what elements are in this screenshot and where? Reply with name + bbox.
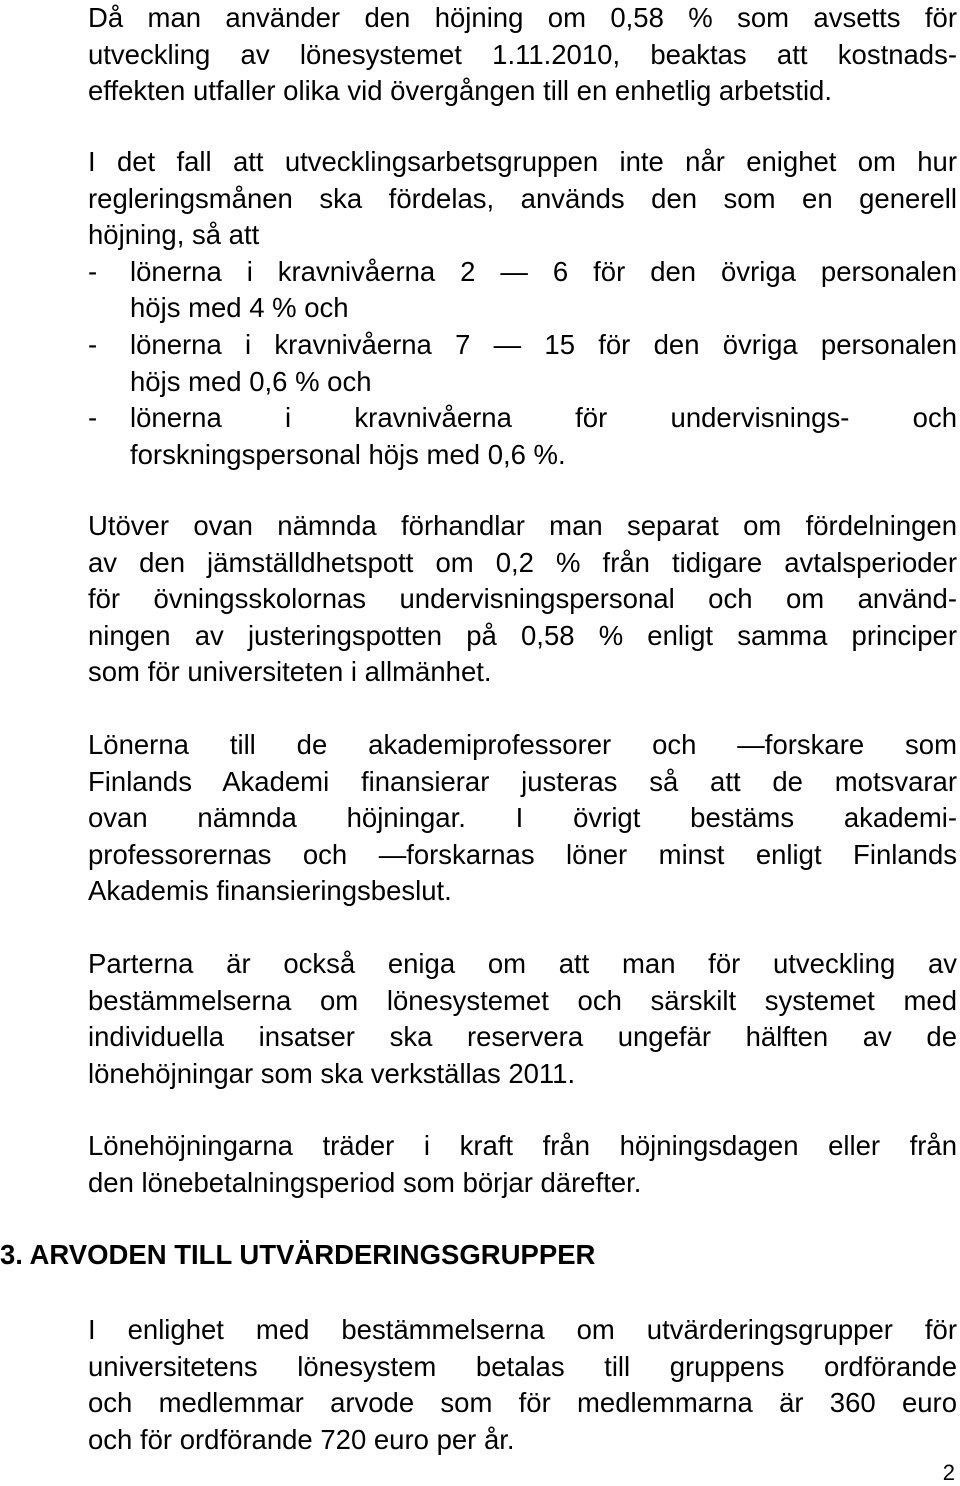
- bullet-1-line-2: höjs med 4 % och: [130, 292, 349, 324]
- paragraph-4-line-1: Lönerna till de akademiprofessorer och —forskare som: [88, 729, 957, 760]
- bullet-1-dash: -: [88, 255, 98, 287]
- paragraph-3-line-2: av den jämställdhetspott om 0,2 % från tidigare avtalsperioder: [88, 546, 957, 578]
- bullet-2-line-1: lönerna i kravnivåerna 7 — 15 för den övriga personalen: [130, 329, 957, 360]
- paragraph-6-line-2: den lönebetalningsperiod som börjar därefter.: [88, 1166, 642, 1198]
- paragraph-5-line-3: individuella insatser ska reservera ungefär hälften av de: [88, 1021, 957, 1053]
- paragraph-4-line-2: Finlands Akademi finansierar justeras så att de motsvarar: [88, 765, 957, 797]
- paragraph-5-line-2: bestämmelserna om lönesystemet och särskilt systemet med: [88, 984, 957, 1016]
- paragraph-3-line-4: ningen av justeringspotten på 0,58 % enligt samma principer: [88, 619, 957, 651]
- section-heading: 3. ARVODEN TILL UTVÄRDERINGSGRUPPER: [0, 1239, 596, 1270]
- paragraph-2-line-3: höjning, så att: [88, 219, 260, 251]
- bullet-3-line-2: forskningspersonal höjs med 0,6 %.: [130, 438, 566, 470]
- paragraph-2-line-2: regleringsmånen ska fördelas, används den som en generell: [88, 182, 957, 214]
- bullet-3-line-1: lönerna i kravnivåerna för undervisnings- och: [130, 402, 957, 434]
- paragraph-3-line-3: för övningsskolornas undervisningspersonal och om använd-: [88, 583, 957, 615]
- paragraph-4-line-4: professorernas och —forskarnas löner minst enligt Finlands: [88, 838, 957, 870]
- bullet-3-dash: -: [88, 402, 98, 434]
- paragraph-4-line-5: Akademis finansieringsbeslut.: [88, 875, 452, 907]
- paragraph-3-line-1: Utöver ovan nämnda förhandlar man separat om fördelningen: [88, 510, 957, 541]
- paragraph-7-line-3: och medlemmar arvode som för medlemmarna är 360 euro: [88, 1387, 957, 1419]
- paragraph-7-line-1: I enlighet med bestämmelserna om utvärderingsgrupper för: [88, 1314, 957, 1345]
- paragraph-7-line-4: och för ordförande 720 euro per år.: [88, 1423, 515, 1455]
- paragraph-4-line-3: ovan nämnda höjningar. I övrigt bestäms akademi-: [88, 802, 957, 834]
- paragraph-5-line-4: lönehöjningar som ska verkställas 2011.: [88, 1057, 576, 1089]
- page-number: 2: [942, 1460, 955, 1485]
- paragraph-1-line-1: Då man använder den höjning om 0,58 % som avsetts för: [88, 2, 957, 33]
- paragraph-1-line-3: effekten utfaller olika vid övergången till en enhetlig arbetstid.: [88, 75, 832, 107]
- paragraph-3-line-5: som för universiteten i allmänhet.: [88, 656, 492, 688]
- bullet-2-line-2: höjs med 0,6 % och: [130, 365, 372, 397]
- bullet-1-line-1: lönerna i kravnivåerna 2 — 6 för den övriga personalen: [130, 255, 957, 287]
- paragraph-1-line-2: utveckling av lönesystemet 1.11.2010, beaktas att kostnads-: [88, 38, 957, 70]
- paragraph-2-line-1: I det fall att utvecklingsarbetsgruppen inte når enighet om hur: [88, 146, 957, 177]
- paragraph-6-line-1: Lönehöjningarna träder i kraft från höjningsdagen eller från: [88, 1130, 957, 1161]
- bullet-2-dash: -: [88, 329, 98, 360]
- paragraph-7-line-2: universitetens lönesystem betalas till gruppens ordförande: [88, 1350, 957, 1382]
- paragraph-5-line-1: Parterna är också eniga om att man för utveckling av: [88, 948, 957, 979]
